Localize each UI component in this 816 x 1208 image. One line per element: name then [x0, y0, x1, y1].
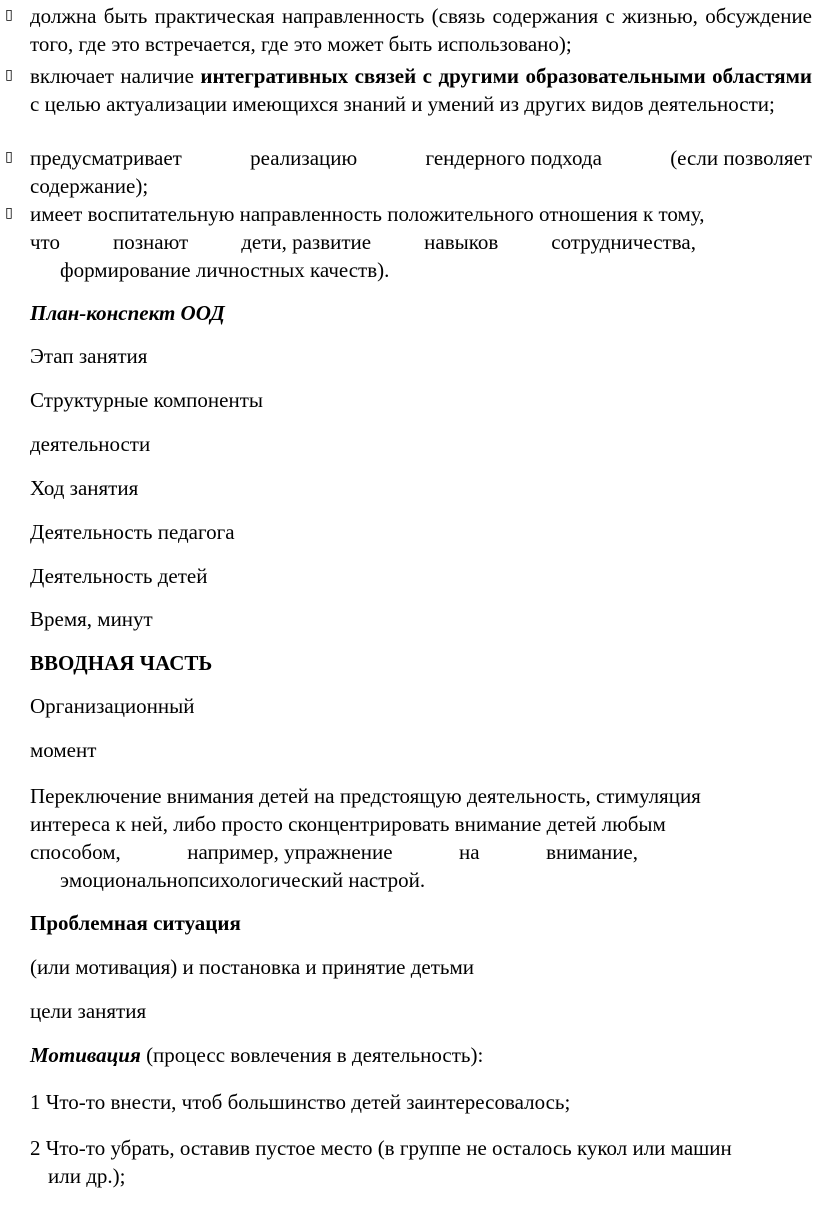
plan-title: План-конспект ООД	[30, 301, 225, 325]
header-course: Ход занятия	[30, 476, 139, 500]
header-time: Время, минут	[30, 607, 153, 631]
motivation-label: Мотивация	[30, 1043, 141, 1067]
bullet-text-bold: интегративных связей с другими образовательными областями	[200, 64, 813, 88]
bullet-text-cont: содержание);	[30, 174, 149, 198]
bullet-item-upbringing	[0, 200, 816, 284]
header-components: Структурные компоненты	[30, 388, 263, 412]
list-item-2-line2: или др.);	[48, 1164, 126, 1188]
list-item-1: 1 Что-то внести, чтоб большинство детей заинтересовалось;	[30, 1090, 571, 1114]
list-item-2-line1: 2 Что-то убрать, оставив пустое место (в группе не осталось кукол или машин	[30, 1136, 732, 1160]
problem-line1: (или мотивация) и постановка и принятие детьми	[30, 955, 475, 979]
motivation-line	[30, 1041, 483, 1069]
switch-line3: способом, например, упражнение на внимание,	[30, 840, 638, 864]
bullet-text-line: предусматривает реализацию гендерного подхода (если позволяет	[30, 146, 812, 170]
switch-line2: интереса к ней, либо просто сконцентрировать внимание детей любым	[30, 812, 666, 836]
switch-line4: эмоциональнопсихологический настрой.	[60, 868, 426, 892]
bullet-text-post: с целью актуализации имеющихся знаний и умений из других видов деятельности;	[30, 92, 775, 116]
bullet-marker-icon: ▯	[5, 206, 13, 221]
header-children: Деятельность детей	[30, 564, 208, 588]
problem-line2: цели занятия	[30, 999, 147, 1023]
motivation-text: (процесс вовлечения в деятельность):	[146, 1043, 484, 1067]
bullet-item-gender	[0, 144, 816, 200]
bullet-text-pre: включает наличие	[30, 64, 194, 88]
problem-heading: Проблемная ситуация	[30, 911, 241, 935]
bullet-marker-icon: ▯	[5, 150, 13, 165]
header-teacher: Деятельность педагога	[30, 520, 235, 544]
switch-line1: Переключение внимания детей на предстоящую деятельность, стимуляция	[30, 784, 701, 808]
bullet-item-integrative	[0, 62, 816, 118]
bullet-text-line2: что познают дети, развитие навыков сотрудничества,	[30, 230, 696, 254]
org-moment-line2: момент	[30, 738, 97, 762]
header-activity: деятельности	[30, 432, 151, 456]
bullet-text-line1: имеет воспитательную направленность положительного отношения к тому,	[30, 202, 705, 226]
intro-heading: ВВОДНАЯ ЧАСТЬ	[30, 651, 213, 675]
bullet-text-cont: формирование личностных качеств).	[60, 258, 390, 282]
org-moment-line1: Организационный	[30, 694, 195, 718]
bullet-text: должна быть практическая направленность (связь содержания с жизнью, обсуждение того, где это встречается, где это может быть использовано);	[30, 4, 812, 56]
header-stage: Этап занятия	[30, 344, 148, 368]
bullet-marker-icon: ▯	[5, 8, 13, 23]
bullet-marker-icon: ▯	[5, 68, 13, 83]
bullet-item-practical	[0, 2, 816, 58]
